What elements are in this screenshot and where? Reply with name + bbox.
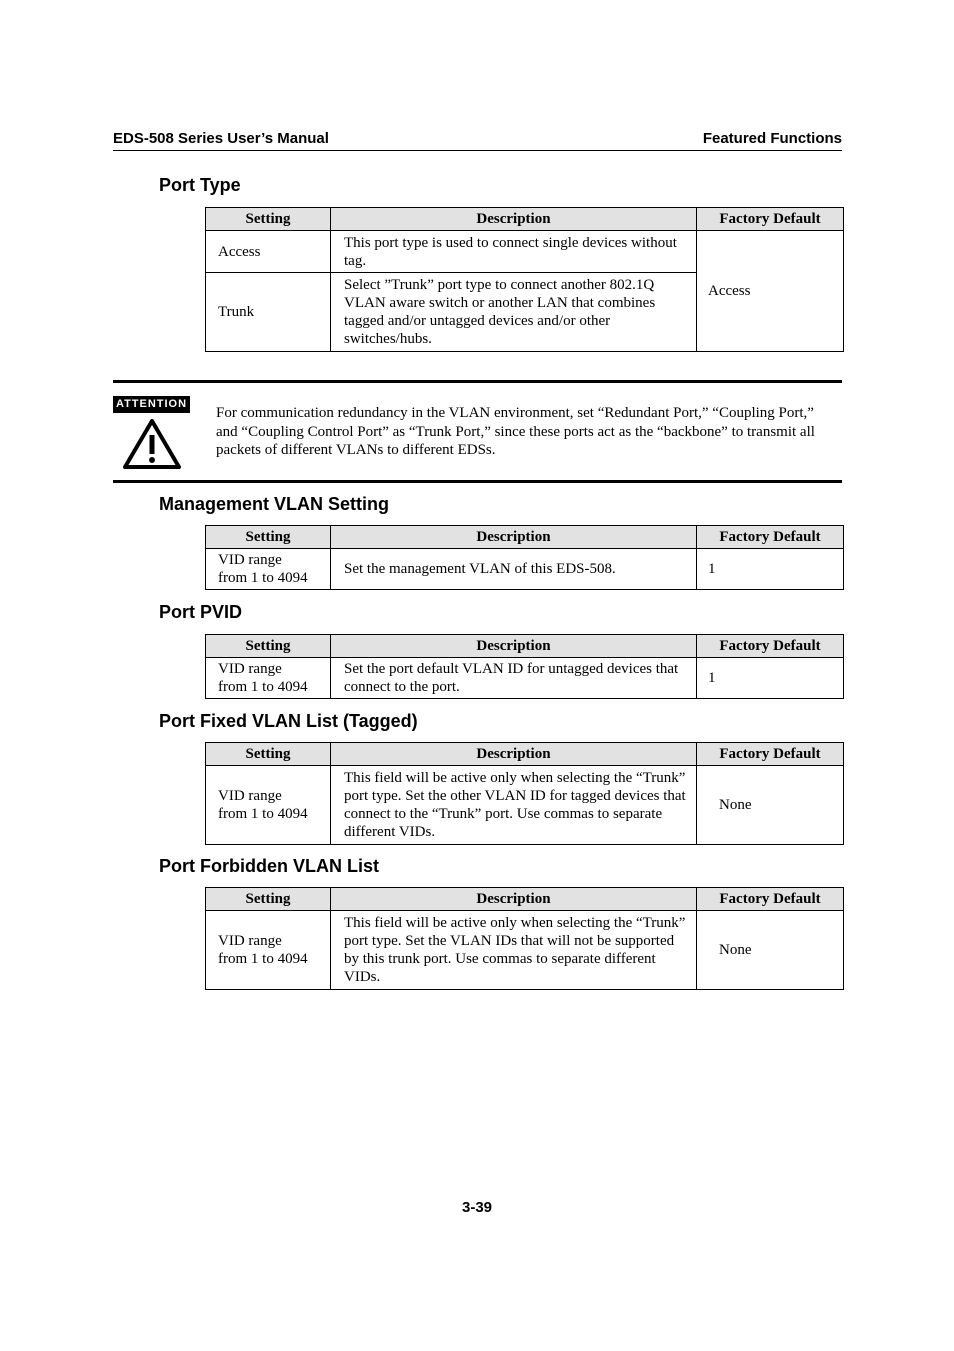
forbidden-vlan-table [205, 887, 844, 990]
chapter-title: Featured Functions [702, 130, 842, 147]
port-type-table [205, 207, 844, 352]
table-header-row [206, 888, 844, 911]
description-cell: This field will be active only when selecting the “Trunk” port type. Set the other VLAN ID for tagged devices that connect to the “Trunk” port. Use commas to separate different VIDs. [331, 766, 697, 845]
setting-cell: Trunk [206, 273, 331, 352]
table-row [206, 911, 844, 990]
setting-cell [206, 911, 331, 990]
table-header-row [206, 526, 844, 549]
setting-line: from 1 to 4094 [218, 570, 308, 586]
column-header-setting: Setting [206, 635, 331, 658]
column-header-setting: Setting [206, 208, 331, 231]
setting-line: from 1 to 4094 [218, 951, 308, 967]
column-header-description: Description [331, 208, 697, 231]
warning-triangle-icon [121, 417, 183, 471]
table-row [206, 231, 844, 273]
port-pvid-table [205, 634, 844, 699]
factory-default-cell: 1 [697, 549, 844, 590]
column-header-factory-default: Factory Default [697, 635, 844, 658]
setting-line: VID range [218, 788, 282, 804]
section-title-port-pvid: Port PVID [159, 602, 243, 622]
setting-cell [206, 766, 331, 845]
table-row [206, 766, 844, 845]
column-header-description: Description [331, 743, 697, 766]
column-header-factory-default: Factory Default [697, 208, 844, 231]
column-header-description: Description [331, 635, 697, 658]
page-number: 3-39 [461, 1199, 493, 1216]
factory-default-cell: None [697, 911, 844, 990]
setting-cell: Access [206, 231, 331, 273]
description-cell: This field will be active only when selecting the “Trunk” port type. Set the VLAN IDs that will not be supported by this trunk port. Use commas to separate different VIDs. [331, 911, 697, 990]
setting-cell [206, 549, 331, 590]
description-cell: Set the port default VLAN ID for untagged devices that connect to the port. [331, 658, 697, 699]
table-header-row [206, 635, 844, 658]
column-header-setting: Setting [206, 526, 331, 549]
attention-bottom-rule [113, 480, 842, 483]
column-header-description: Description [331, 888, 697, 911]
column-header-factory-default: Factory Default [697, 526, 844, 549]
section-title-port-type: Port Type [159, 175, 241, 195]
table-row [206, 549, 844, 590]
manual-title: EDS-508 Series User’s Manual [113, 130, 329, 147]
table-header-row [206, 208, 844, 231]
description-cell: This port type is used to connect single devices without tag. [331, 231, 697, 273]
fixed-vlan-table [205, 742, 844, 845]
section-title-management-vlan: Management VLAN Setting [159, 494, 390, 514]
table-row [206, 658, 844, 699]
attention-top-rule [113, 380, 842, 383]
setting-line: from 1 to 4094 [218, 806, 308, 822]
factory-default-cell: Access [697, 231, 844, 352]
factory-default-cell: 1 [697, 658, 844, 699]
description-cell: Set the management VLAN of this EDS-508. [331, 549, 697, 590]
section-title-fixed-vlan: Port Fixed VLAN List (Tagged) [159, 711, 418, 731]
attention-text: For communication redundancy in the VLAN environment, set “Redundant Port,” “Coupling Port,” and “Coupling Control Port” as “Trunk Port,” since these ports act as the “backbone” to transmit all packets of different VLANs to different EDSs. [216, 405, 815, 458]
setting-line: VID range [218, 933, 282, 949]
setting-line: from 1 to 4094 [218, 679, 308, 695]
management-vlan-table [205, 525, 844, 590]
setting-line: VID range [218, 661, 282, 677]
description-cell: Select ”Trunk” port type to connect another 802.1Q VLAN aware switch or another LAN that combines tagged and/or untagged devices and/or other switches/hubs. [331, 273, 697, 352]
table-header-row [206, 743, 844, 766]
running-header [113, 129, 842, 151]
setting-line: VID range [218, 552, 282, 568]
factory-default-cell: None [697, 766, 844, 845]
column-header-setting: Setting [206, 888, 331, 911]
column-header-factory-default: Factory Default [697, 743, 844, 766]
attention-badge: ATTENTION [113, 396, 190, 413]
section-title-forbidden-vlan: Port Forbidden VLAN List [159, 856, 379, 876]
column-header-factory-default: Factory Default [697, 888, 844, 911]
setting-cell [206, 658, 331, 699]
column-header-setting: Setting [206, 743, 331, 766]
column-header-description: Description [331, 526, 697, 549]
